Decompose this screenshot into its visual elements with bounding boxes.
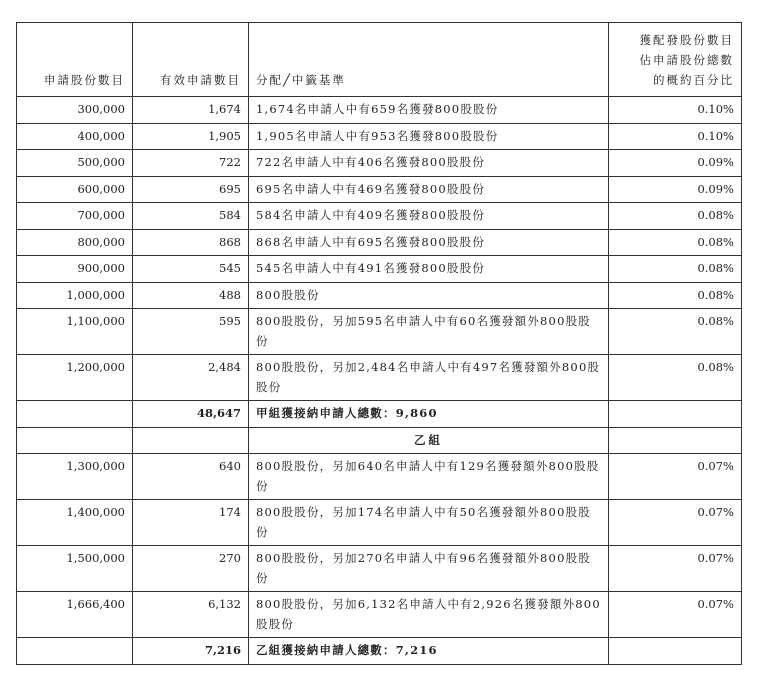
table-row <box>17 355 742 401</box>
cell-basis: 800股股份 <box>249 282 609 309</box>
table-row <box>17 282 742 309</box>
cell-shares: 1,400,000 <box>17 500 133 546</box>
cell-percentage: 0.09% <box>609 150 742 177</box>
cell-applications: 640 <box>133 454 249 500</box>
group-b-title: 乙組 <box>249 427 609 454</box>
cell-shares: 300,000 <box>17 97 133 124</box>
table-row <box>17 203 742 230</box>
table-row <box>17 592 742 638</box>
cell-applications: 2,484 <box>133 355 249 401</box>
group-a-total-label: 甲組獲接納申請人總數：9,860 <box>249 401 609 428</box>
cell-basis: 800股股份，另加270名申請人中有96名獲發額外800股股份 <box>249 546 609 592</box>
group-b-total-applications: 7,216 <box>133 638 249 665</box>
header-percentage <box>609 23 742 97</box>
header-percentage-line-1: 獲配發股份數目 <box>639 33 734 47</box>
cell-shares: 800,000 <box>17 229 133 256</box>
header-row <box>17 23 742 97</box>
cell-applications: 584 <box>133 203 249 230</box>
cell-applications: 488 <box>133 282 249 309</box>
cell-empty <box>609 638 742 665</box>
cell-empty <box>17 401 133 428</box>
cell-percentage: 0.08% <box>609 309 742 355</box>
group-a-total-row <box>17 401 742 428</box>
cell-basis: 1,674名申請人中有659名獲發800股股份 <box>249 97 609 124</box>
cell-percentage: 0.07% <box>609 454 742 500</box>
table-row <box>17 229 742 256</box>
cell-percentage: 0.07% <box>609 500 742 546</box>
cell-applications: 545 <box>133 256 249 283</box>
cell-applications: 6,132 <box>133 592 249 638</box>
cell-percentage: 0.08% <box>609 355 742 401</box>
cell-shares: 600,000 <box>17 176 133 203</box>
cell-basis: 722名申請人中有406名獲發800股股份 <box>249 150 609 177</box>
allocation-table <box>16 22 742 665</box>
cell-basis: 584名申請人中有409名獲發800股股份 <box>249 203 609 230</box>
cell-applications: 1,674 <box>133 97 249 124</box>
cell-empty <box>609 401 742 428</box>
table-row <box>17 97 742 124</box>
cell-percentage: 0.08% <box>609 282 742 309</box>
group-b-title-row <box>17 427 742 454</box>
cell-empty <box>609 427 742 454</box>
table-row <box>17 256 742 283</box>
cell-applications: 868 <box>133 229 249 256</box>
cell-basis: 545名申請人中有491名獲發800股股份 <box>249 256 609 283</box>
table-row <box>17 150 742 177</box>
cell-applications: 695 <box>133 176 249 203</box>
cell-applications: 722 <box>133 150 249 177</box>
header-percentage-line-3: 的概約百分比 <box>653 73 734 87</box>
cell-shares: 400,000 <box>17 123 133 150</box>
cell-shares: 1,300,000 <box>17 454 133 500</box>
table-row <box>17 500 742 546</box>
cell-applications: 174 <box>133 500 249 546</box>
cell-basis: 800股股份，另加640名申請人中有129名獲發額外800股股份 <box>249 454 609 500</box>
cell-basis: 800股股份，另加2,484名申請人中有497名獲發額外800股股份 <box>249 355 609 401</box>
table-row <box>17 176 742 203</box>
group-a-total-applications: 48,647 <box>133 401 249 428</box>
header-percentage-line-2: 佔申請股份總數 <box>639 53 734 67</box>
table-row <box>17 309 742 355</box>
cell-percentage: 0.08% <box>609 229 742 256</box>
cell-shares: 500,000 <box>17 150 133 177</box>
cell-basis: 800股股份，另加174名申請人中有50名獲發額外800股股份 <box>249 500 609 546</box>
cell-applications: 1,905 <box>133 123 249 150</box>
cell-shares: 900,000 <box>17 256 133 283</box>
table-row <box>17 123 742 150</box>
cell-percentage: 0.08% <box>609 256 742 283</box>
cell-shares: 1,200,000 <box>17 355 133 401</box>
group-b-total-row <box>17 638 742 665</box>
cell-shares: 1,500,000 <box>17 546 133 592</box>
cell-basis: 800股股份，另加595名申請人中有60名獲發額外800股股份 <box>249 309 609 355</box>
cell-percentage: 0.10% <box>609 97 742 124</box>
cell-shares: 1,666,400 <box>17 592 133 638</box>
cell-applications: 270 <box>133 546 249 592</box>
cell-basis: 868名申請人中有695名獲發800股股份 <box>249 229 609 256</box>
cell-applications: 595 <box>133 309 249 355</box>
cell-empty <box>133 427 249 454</box>
cell-percentage: 0.07% <box>609 546 742 592</box>
cell-basis: 695名申請人中有469名獲發800股股份 <box>249 176 609 203</box>
cell-percentage: 0.09% <box>609 176 742 203</box>
table-row <box>17 454 742 500</box>
cell-basis: 800股股份，另加6,132名申請人中有2,926名獲發額外800股股份 <box>249 592 609 638</box>
cell-percentage: 0.07% <box>609 592 742 638</box>
header-basis: 分配╱中籤基準 <box>249 23 609 97</box>
cell-percentage: 0.08% <box>609 203 742 230</box>
header-valid-applications: 有效申請數目 <box>133 23 249 97</box>
header-shares-applied: 申請股份數目 <box>17 23 133 97</box>
cell-empty <box>17 427 133 454</box>
table-row <box>17 546 742 592</box>
cell-percentage: 0.10% <box>609 123 742 150</box>
cell-shares: 1,000,000 <box>17 282 133 309</box>
cell-empty <box>17 638 133 665</box>
cell-shares: 1,100,000 <box>17 309 133 355</box>
cell-basis: 1,905名申請人中有953名獲發800股股份 <box>249 123 609 150</box>
group-b-total-label: 乙組獲接納申請人總數：7,216 <box>249 638 609 665</box>
cell-shares: 700,000 <box>17 203 133 230</box>
